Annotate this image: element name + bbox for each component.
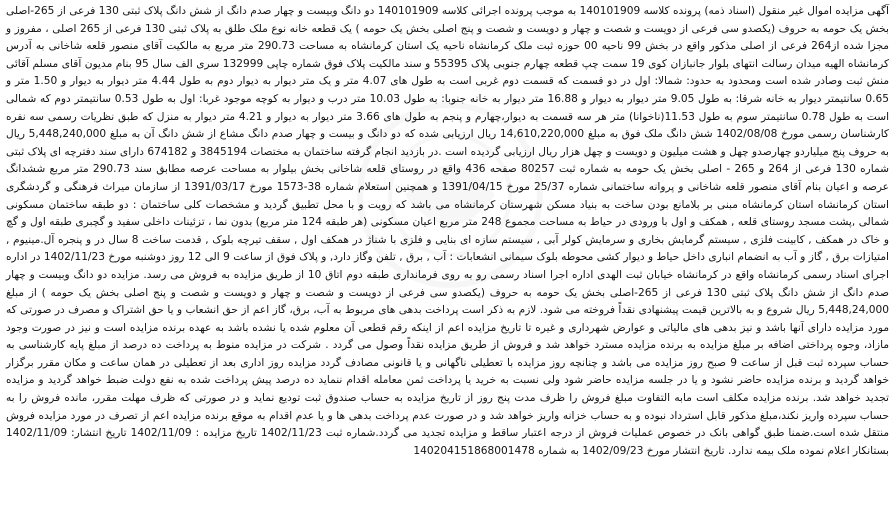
auction-notice-text: آگهی مزایده اموال غیر منقول (اسناد ذمه) پرونده کلاسه 140101909 به موجب پرونده اجرائی کلاسه 140101909 دو دانگ وبیست و چهار صدم دانگ از شش دانگ پلاک ثبتی 130 فرعی از 265-اصلی بخش یک حومه به حروف (یکصدو سی فرعی از دویست و شصت و چهار و دویست و شصت و پنج اصلی بخش یک حومه ) یک قطعه خانه نوع ملک طلق به پلاک ثبتی 130 فرعی از 265 اصلی ، مفروز و مجزا شده از264 فرعی از اصلی مذکور واقع در بخش 99 ناحیه 00 حوزه ثبت ملک کرمانشاه ناحیه یک استان کرمانشاه به مساحت 290.73 متر مربع به مالکیت آقای منصور قلعه شاخانی به آدرس کرمانشاه الهیه میدان رسالت انتهای بلوار جانبازان کوی 19 سمت چپ قطعه چهارم جنوبی پلاک 55395 و سند مالکیت پلاک فوق شماره چاپی 132999 سری الف سال 95 بنام مدیون آقای مسلم آقائی منش ثبت وصادر شده است ومحدود به حدود: شمالا: اول در دو قسمت که قسمت دوم غربی است به طول های 4.07 متر و یک متر دیوار به دیوار دوم به طول 4.44 متر دیوار به دیوار و 1.50 متر و 0.65 سانتیمتر دیوار به خانه شرقا: به طول 9.05 متر دیوار به دیوار و 16.88 متر دیوار به خانه جنوبا: به طول 10.03 متر درب و دیوار به کوچه موجود غربا: اول به طول 0.53 سانتیمتر دوم که شمالی است به طول 0.78 سانتیمتر سوم به طول 11.53(ناخوانا) متر هر سه قسمت به دیوار،چهارم و پنجم به طول های 3.66 متر دیوار به دیوار و 4.21 متر دیوار به منزل که طبق نظریات رسمی سه نفره کارشناسان رسمی مورخ 1402/08/08 شش دانگ ملک فوق به مبلغ 14,610,220,000 ریال ارزیابی شده که دو دانگ و بیست و چهار صدم دانگ مشاع از شش دانگ آن به مبلغ 5,448,240,000 ریال به حروف پنج میلیاردو چهارصدو چهل و هشت میلیون و دویست و چهل هزار ریال ارزیابی گردیده است .در بازدید انجام گرفته ساختمان به مختصات 3845194 و 674182 دارای سند دفترچه ای پلاک ثبتی شماره 130 فرعی از 264 و 265 - اصلی بخش یک حومه به شماره ثبت 80257 صفحه 436 واقع در روستای قلعه شاخانی بخش بیلوار به مساحت عرصه مطابق سند 290.73 متر مربع ششدانگ عرصه و اعیان بنام آقای منصور قلعه شاخانی و پروانه ساختمانی شماره 25/37 مورخ 1391/04/15 و همچنین استعلام شماره 38-1573 مورخ 1391/03/17 از سازمان میراث فرهنگی و گردشگری استان کرمانشاه استان کرمانشاه مبنی بر بلامانع بودن ساخت به بنیاد مسکن شهرستان کرمانشاه می باشد که رویت و با محل تطبیق گردید و مشخصات کلی ساختمان : دو طبقه ساختمان مسکونی شمالی ,پشت مسجد روستای قلعه , همکف و اول با ورودی در حیاط به مساحت مجموع 248 متر مربع اعیان مسکونی (هر طبقه 124 متر مربع) بدون نما ، تزئینات داخلی سفید و گچبری طبقه اول و گچ و خاک در همکف , کابینت فلزی , سیستم گرمایش بخاری و سرمایش کولر آبی , سیستم سازه ای بنایی و فلزی با شناژ در همکف اول , سقف تیرچه بلوک , قدمت ساخت 8 سال در و پنجره آل.مینیوم , امتیازات برق , گاز و آب به انضمام انباری داخل حیاط و دیوار کشی محوطه بلوک سیمانی انشعابات : آب , برق , تلفن وگاز دارد, و پلاک فوق از ساعت 9 الی 12 روز دوشنبه مورخ 1402/11/23 در اداره اجرای اسناد رسمی کرمانشاه واقع در کرمانشاه خیابان ثبت الهدی اداره اجرا اسناد رسمی رو به روی فرمانداری طبقه دوم اتاق 10 از طریق مزایده به فروش می رسد. مزایده دو دانگ وبیست و چهار صدم دانگ از شش دانگ پلاک ثبتی 130 فرعی از 265-اصلی بخش یک حومه به حروف (یکصدو سی فرعی از دویست و شصت و چهار و دویست و شصت و پنج اصلی بخش یک حومه ) از مبلغ 5,448,24,000 ریال شروع و به بالاترین قیمت پیشنهادی نقداً فروخته می شود. لازم به ذکر است پرداخت بدهی های مربوط به آب، برق، گاز اعم از حق انشعاب و یا حق اشتراک و مصرف در صورتی که مورد مزایده دارای آنها باشد و نیز بدهی های مالیاتی و عوارض شهرداری و غیره تا تاریخ مزایده اعم از اینکه رقم قطعی آن معلوم شده یا نشده باشد به عهده برنده مزایده است و نیز در صورت وجود مازاد، وجوه پرداختی اضافه بر مبلغ مزایده به برنده مزایده مسترد خواهد شد و فروش از طریق مزایده نقداً وصول می گردد . شرکت در مزایده منوط به پرداخت ده درصد از مبلغ پایه کارشناسی به حساب سپرده ثبت قبل از ساعت 9 صبح روز مزایده می باشد و چنانچه روز مزایده با تعطیلی ناگهانی و یا قانونی مصادف گردد مزایده روز اداری بعد از تعطیلی در همان ساعت و مکان مقرر برگزار خواهد گردید و برنده مزایده حاضر نشود و یا در جلسه مزایده حاضر شود ولی نسبت به خرید یا پرداخت ثمن معامله اقدام ننماید ده درصد پیش پرداخت شده به نفع دولت ضبط خواهد گردید و مزایده تجدید خواهد شد. برنده مزایده مکلف است مابه التفاوت مبلغ فروش را ظرف مدت پنج روز از تاریخ مزایده به حساب صندوق ثبت تودیع نماید و در صورتی که ظرف مهلت مقرر، مانده فروش را به حساب سپرده واریز نکند،مبلغ مذکور قابل استرداد نبوده و به حساب خزانه واریز خواهد شد و در صورت عدم پرداخت بدهی ها و یا عدم اقدام به موقع برنده مزایده اعم از تصرف در مورد مزایده فروش منتقل شده است.ضمنا طبق گواهی بانک در خصوص عملیات فروش از درجه اعتبار ساقط و مزایده تجدید می گردد.شماره ثبت 1402/11/23 تاریخ مزایده : 1402/11/09 تاریخ انتشار: 1402/11/09 بستانکار اعلام نموده ملک بیمه ندارد. تاریخ انتشار مورخ 1402/09/23 به شماره 140204151868001478 xyxy=(6,5,890,457)
